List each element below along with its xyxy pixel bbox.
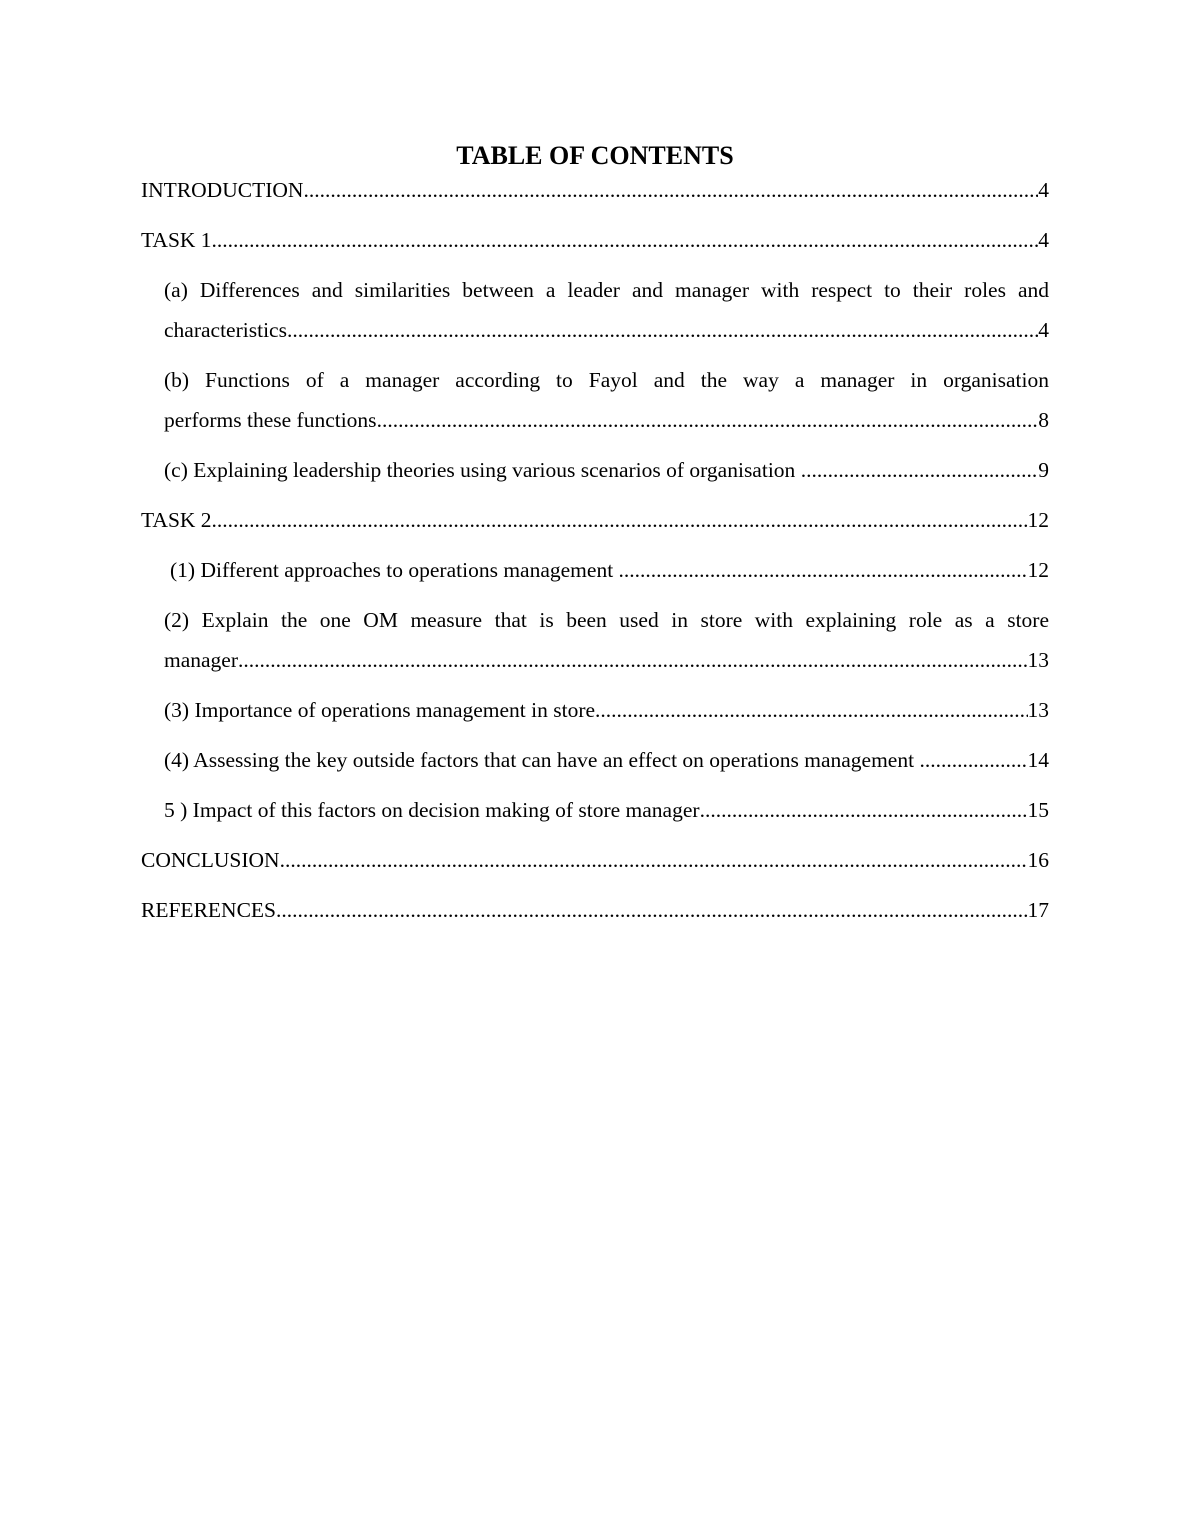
toc-entry-task-1-c[interactable]	[164, 450, 1049, 490]
toc-entry-task-2-1[interactable]	[164, 550, 1049, 590]
toc-page-number: 8	[1038, 408, 1049, 432]
toc-entry-text: (c) Explaining leadership theories using various scenarios of organisation	[164, 458, 801, 482]
toc-page-number: 13	[1027, 698, 1049, 722]
toc-page-number: 12	[1027, 558, 1049, 582]
toc-entry-text: characteristics	[164, 318, 287, 342]
toc-dot-leader	[919, 740, 1027, 780]
toc-entry-task-1[interactable]	[141, 220, 1049, 260]
toc-page-number: 4	[1038, 178, 1049, 202]
toc-page-number: 12	[1027, 508, 1049, 532]
toc-entry-text: REFERENCES	[141, 898, 276, 922]
toc-entry-references[interactable]	[141, 890, 1049, 930]
toc-dot-leader	[377, 400, 1039, 440]
toc-entry-task-1-b[interactable]	[164, 360, 1049, 440]
toc-entry-text-line-1: (b) Functions of a manager according to Fayol and the way a manager in organisation	[164, 368, 1049, 392]
toc-dot-leader	[700, 790, 1028, 830]
toc-entry-text-line-1: (2) Explain the one OM measure that is been used in store with explaining role as a store	[164, 608, 1049, 632]
toc-entry-conclusion[interactable]	[141, 840, 1049, 880]
toc-dot-leader	[276, 890, 1028, 930]
toc-dot-leader	[303, 170, 1038, 210]
toc-entry-task-2-5[interactable]	[164, 790, 1049, 830]
toc-entry-text: (4) Assessing the key outside factors that can have an effect on operations management	[164, 748, 920, 772]
toc-entry-text: TASK 2	[141, 508, 212, 532]
toc-dot-leader	[801, 450, 1039, 490]
toc-dot-leader	[287, 310, 1038, 350]
toc-entry-task-1-a[interactable]	[164, 270, 1049, 350]
toc-page-number: 14	[1027, 748, 1049, 772]
toc-dot-leader	[212, 500, 1028, 540]
toc-page-number: 17	[1027, 898, 1049, 922]
toc-entry-text: manager	[164, 648, 239, 672]
toc-page-number: 4	[1038, 228, 1049, 252]
toc-page-number: 16	[1027, 848, 1049, 872]
toc-entry-task-2-2[interactable]	[164, 600, 1049, 680]
toc-entry-text: (3) Importance of operations management in store	[164, 698, 596, 722]
toc-page-number: 13	[1027, 648, 1049, 672]
toc-entry-text: TASK 1	[141, 228, 212, 252]
toc-entry-text: 5 ) Impact of this factors on decision making of store manager	[164, 798, 700, 822]
toc-dot-leader	[238, 640, 1027, 680]
table-of-contents	[141, 170, 1049, 940]
toc-entry-text: CONCLUSION	[141, 848, 280, 872]
toc-entry-text: performs these functions	[164, 408, 377, 432]
toc-entry-task-2-3[interactable]	[164, 690, 1049, 730]
toc-entry-task-2[interactable]	[141, 500, 1049, 540]
toc-dot-leader	[212, 220, 1039, 260]
toc-page-number: 15	[1027, 798, 1049, 822]
toc-dot-leader	[595, 690, 1027, 730]
toc-entry-text: INTRODUCTION	[141, 178, 304, 202]
toc-dot-leader	[619, 550, 1028, 590]
toc-entry-introduction[interactable]	[141, 170, 1049, 210]
toc-title: TABLE OF CONTENTS	[456, 141, 734, 170]
toc-entry-text: (1) Different approaches to operations management	[170, 558, 619, 582]
toc-page-number: 4	[1038, 318, 1049, 342]
toc-entry-task-2-4[interactable]	[164, 740, 1049, 780]
toc-entry-text-line-1: (a) Differences and similarities between a leader and manager with respect to their roles and	[164, 278, 1049, 302]
toc-dot-leader	[280, 840, 1028, 880]
toc-page-number: 9	[1038, 458, 1049, 482]
